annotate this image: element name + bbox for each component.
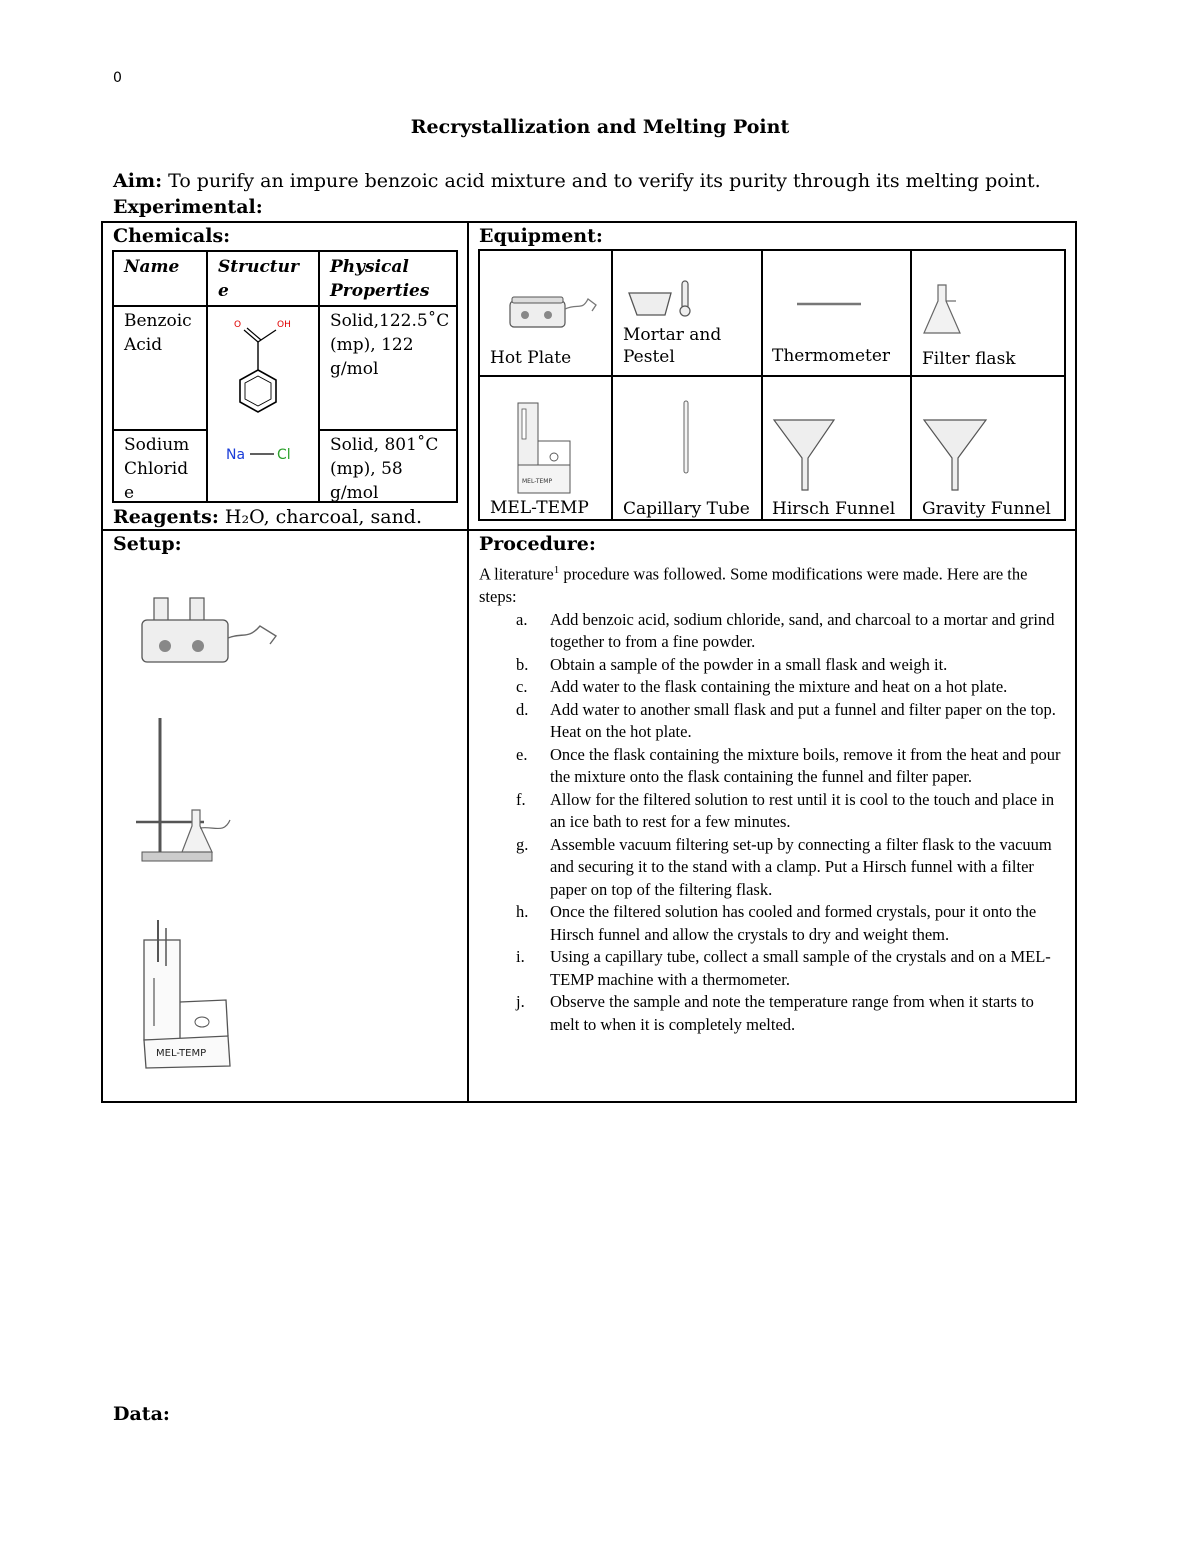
step-text: Using a capillary tube, collect a small sample of the crystals and on a MEL-TEMP machine with a thermometer.: [550, 947, 1051, 989]
chemicals-table: [112, 250, 458, 503]
procedure-step: [479, 699, 1064, 744]
step-text: Add water to another small flask and put a funnel and filter paper on the top. Heat on the hot plate.: [550, 699, 1056, 741]
equip-label-gravity: Gravity Funnel: [922, 499, 1051, 519]
experimental-heading: Experimental:: [113, 196, 263, 218]
procedure-step: [479, 901, 1064, 946]
page-title: Recrystallization and Melting Point: [410, 116, 790, 138]
chem-header-name: Name: [124, 257, 180, 277]
aim-label: Aim:: [113, 170, 163, 192]
structure-label-oh: OH: [277, 320, 291, 330]
step-text: Obtain a sample of the powder in a small flask and weigh it.: [550, 654, 948, 674]
mel-temp-icon-text: MEL-TEMP: [522, 478, 553, 485]
page-number: 0: [113, 70, 122, 86]
chem-props-benzoic: Solid,122.5˚C (mp), 122 g/mol: [330, 311, 450, 379]
reagents-text: H₂O, charcoal, sand.: [218, 506, 423, 528]
step-marker: i.: [516, 947, 525, 966]
capillary-tube-icon: [680, 399, 694, 477]
step-text: Once the filtered solution has cooled and formed crystals, pour it onto the Hirsch funnel and allow the crystals to dry and weight them.: [550, 902, 1037, 944]
procedure-text: [479, 559, 1064, 1036]
chem-props-nacl: Solid, 801˚C (mp), 58 g/mol: [330, 435, 439, 503]
benzoic-acid-structure: [214, 312, 314, 427]
procedure-step: [479, 654, 1064, 677]
table-divider-horizontal: [101, 529, 1075, 531]
chem-header-properties: Physical Properties: [330, 257, 430, 301]
step-marker: f.: [516, 789, 526, 809]
equip-label-filter-flask: Filter flask: [922, 349, 1016, 369]
setup-vacuum-filtration-illustration: [134, 716, 244, 866]
setup-heading: Setup:: [113, 533, 182, 555]
sodium-chloride-structure: [226, 444, 316, 468]
structure-label-o: O: [234, 320, 242, 330]
setup-mel-temp-text: MEL-TEMP: [156, 1048, 207, 1059]
procedure-step: [479, 609, 1064, 654]
step-text: Once the flask containing the mixture boils, remove it from the heat and pour the mixture onto the flask containing the funnel and filter paper.: [550, 744, 1061, 786]
step-text: Assemble vacuum filtering set-up by connecting a filter flask to the vacuum and securing it to the stand with a clamp. Put a Hirsch funnel with a filter paper on top of the filtering flask.: [550, 834, 1052, 899]
filter-flask-icon: [920, 281, 970, 339]
step-text: Add benzoic acid, sodium chloride, sand, and charcoal to a mortar and grind together to from a fine powder.: [550, 609, 1055, 651]
equip-label-mortar: Mortar and Pestel: [623, 325, 722, 367]
structure-label-na: Na: [226, 447, 246, 463]
thermometer-icon: [795, 299, 865, 309]
step-marker: h.: [516, 902, 529, 921]
step-marker: c.: [516, 677, 528, 696]
procedure-step: [479, 991, 1064, 1036]
structure-label-cl: Cl: [277, 447, 291, 463]
procedure-step: [479, 676, 1064, 699]
step-text: Allow for the filtered solution to rest until it is cool to the touch and place in an ice bath to rest for a few minutes.: [550, 789, 1055, 831]
aim-line: [113, 170, 1041, 192]
procedure-intro: A literature$^1$ procedure was followed. Some modifications were made. Here are the steps:: [479, 564, 1028, 606]
procedure-heading: Procedure:: [479, 533, 596, 555]
data-heading: Data:: [113, 1403, 170, 1425]
chem-name-benzoic: Benzoic Acid: [124, 311, 192, 355]
mel-temp-icon: [510, 401, 580, 496]
setup-mel-temp-illustration: [138, 918, 238, 1068]
chemicals-heading: Chemicals:: [113, 225, 231, 247]
hot-plate-icon: [508, 291, 603, 331]
table-divider-vertical: [467, 221, 469, 1101]
hirsch-funnel-icon: [772, 416, 842, 494]
procedure-step: [479, 789, 1064, 834]
equipment-grid: [478, 249, 1066, 521]
procedure-step: [479, 834, 1064, 902]
chem-name-nacl: Sodium Chlorid e: [124, 435, 190, 503]
reagents-label: Reagents:: [113, 506, 219, 528]
step-marker: j.: [516, 992, 525, 1011]
step-marker: a.: [516, 609, 528, 629]
step-text: Add water to the flask containing the mixture and heat on a hot plate.: [550, 677, 1008, 696]
equip-label-hot-plate: Hot Plate: [490, 348, 572, 368]
equipment-heading: Equipment:: [479, 225, 603, 247]
step-marker: d.: [516, 699, 529, 719]
equip-label-hirsch: Hirsch Funnel: [772, 499, 896, 519]
setup-hot-plate-illustration: [138, 596, 288, 668]
procedure-step: [479, 744, 1064, 789]
procedure-steps: [479, 609, 1064, 1037]
step-text: Observe the sample and note the temperature range from when it starts to melt to when it is completely melted.: [550, 992, 1034, 1034]
step-marker: e.: [516, 744, 528, 764]
aim-text: To purify an impure benzoic acid mixture and to verify its purity through its melting point.: [162, 170, 1041, 192]
chem-header-structure: Structur e: [218, 257, 299, 301]
equip-label-mel-temp: MEL-TEMP: [490, 498, 589, 518]
equip-label-capillary: Capillary Tube: [623, 499, 750, 519]
mortar-pestle-icon: [625, 279, 705, 325]
equip-label-thermometer: Thermometer: [772, 346, 891, 366]
step-marker: g.: [516, 834, 529, 854]
gravity-funnel-icon: [922, 416, 992, 494]
procedure-step: [479, 946, 1064, 991]
reagents-line: [113, 506, 422, 528]
step-marker: b.: [516, 654, 529, 674]
